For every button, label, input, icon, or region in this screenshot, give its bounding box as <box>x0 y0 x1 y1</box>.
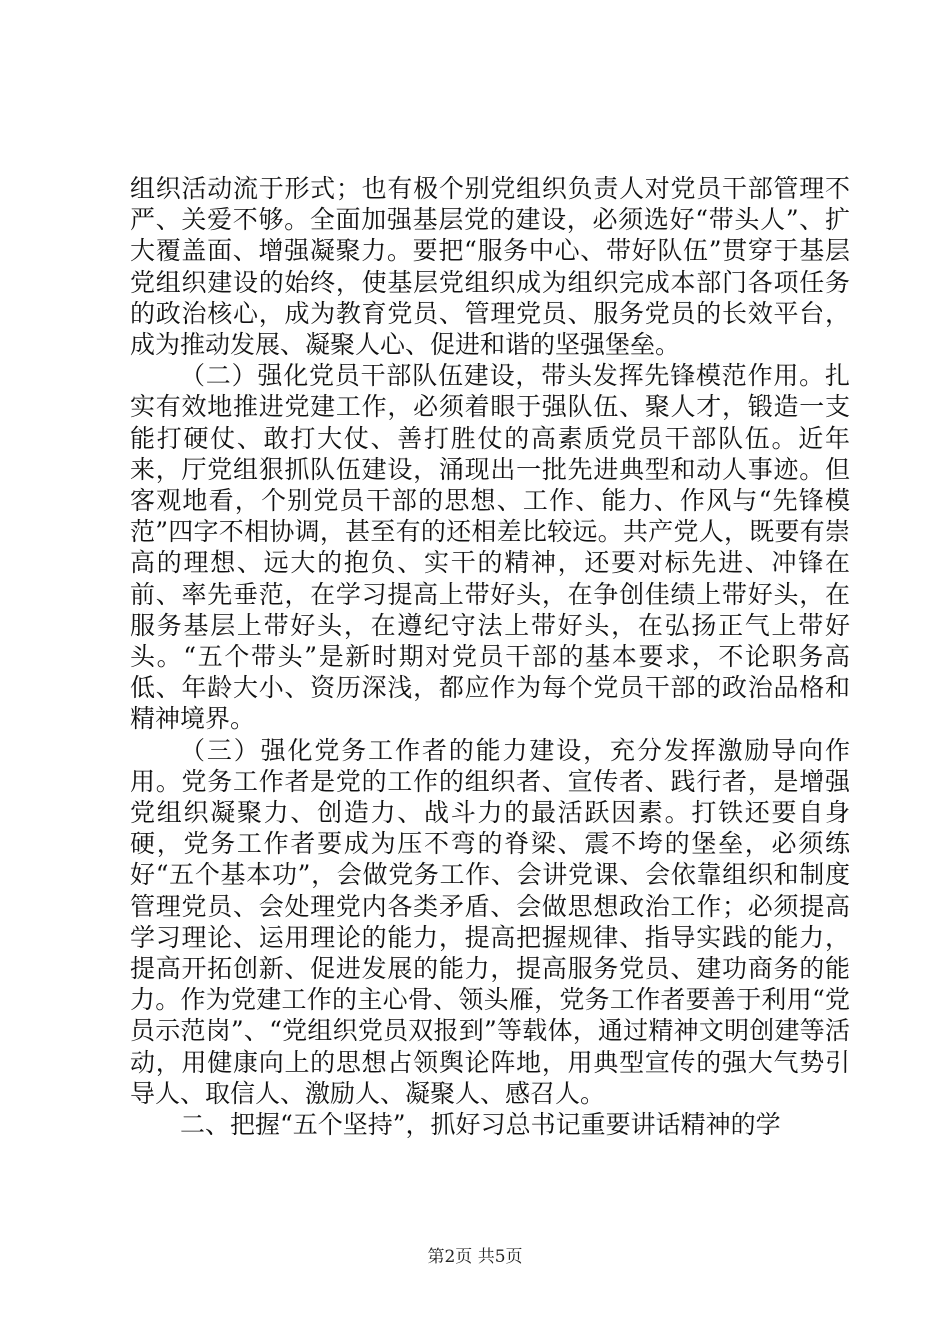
paragraph-4: 二、把握“五个坚持”，抓好习总书记重要讲话精神的学 <box>180 1110 781 1140</box>
paragraph-3: （三）强化党务工作者的能力建设，充分发挥激励导向作用。党务工作者是党的工作的组织者、宣传者、践行者，是增强党组织凝聚力、创造力、战斗力的最活跃因素。打铁还要自身硬，党务工作者要成为压不弯的脊梁、震不垮的堡垒，必须练好“五个基本功”，会做党务工作、会讲党课、会依靠组织和制度管理党员、会处理党内各类矛盾、会做思想政治工作；必须提高学习理论、运用理论的能力，提高把握规律、指导实践的能力，提高开拓创新、促进发展的能力，提高服务党员、建功商务的能力。作为党建工作的主心骨、领头雁，党务工作者要善于利用“党员示范岗”、“党组织党员双报到”等载体，通过精神文明创建等活动，用健康向上的思想占领舆论阵地，用典型宣传的强大气势引导人、取信人、激励人、凝聚人、感召人。 <box>130 735 850 1108</box>
document-body <box>130 173 850 1140</box>
paragraph-1: 组织活动流于形式；也有极个别党组织负责人对党员干部管理不严、关爱不够。全面加强基层党的建设，必须选好“带头人”、扩大覆盖面、增强凝聚力。要把“服务中心、带好队伍”贯穿于基层党组织建设的始终，使基层党组织成为组织完成本部门各项任务的政治核心，成为教育党员、管理党员、服务党员的长效平台，成为推动发展、凝聚人心、促进和谐的坚强堡垒。 <box>130 174 850 360</box>
paragraph-2: （二）强化党员干部队伍建设，带头发挥先锋模范作用。扎实有效地推进党建工作，必须着眼于强队伍、聚人才，锻造一支能打硬仗、敢打大仗、善打胜仗的高素质党员干部队伍。近年来，厅党组狠抓队伍建设，涌现出一批先进典型和动人事迹。但客观地看，个别党员干部的思想、工作、能力、作风与“先锋模范”四字不相协调，甚至有的还相差比较远。共产党人，既要有崇高的理想、远大的抱负、实干的精神，还要对标先进、冲锋在前、率先垂范，在学习提高上带好头，在争创佳绩上带好头，在服务基层上带好头，在遵纪守法上带好头，在弘扬正气上带好头。“五个带头”是新时期对党员干部的基本要求，不论职务高低、年龄大小、资历深浅，都应作为每个党员干部的政治品格和精神境界。 <box>130 361 850 734</box>
page-number-label: 第2页 共5页 <box>427 1247 523 1267</box>
page-footer <box>0 1242 950 1267</box>
